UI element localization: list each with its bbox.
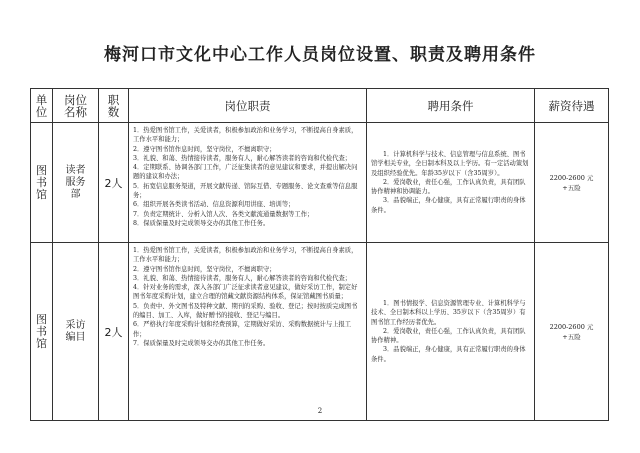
requirements-cell xyxy=(367,243,535,421)
duties-cell xyxy=(129,123,367,243)
requirement-item: 1．计算机科学与技术、信息管理与信息系统、图书馆学相关专业，全日制本科及以上学历。有一定活动策划及组织经验优先。年龄35岁以下（含35周岁）。 xyxy=(371,150,529,177)
duty-item: 6．严格执行年度采购计划和经费预算，定期做好采访、采购数据统计与上报工作； xyxy=(133,321,352,338)
count-cell: 2人 xyxy=(99,243,129,421)
duty-item: 4．针对业务的需求，深入各部门广泛征求读者意见建议，做好采访工作，制定好图书年度采购计划，建立合理的馆藏文献资源结构体系，保证馆藏图书质量； xyxy=(133,284,358,301)
duties-cell xyxy=(129,243,367,421)
duty-item: 1．热爱图书馆工作，关爱读者，积极参加政治和业务学习，不断提高自身素质，工作水平和能力； xyxy=(133,247,358,264)
duty-item: 7．负责定期统计、分析入馆人次、各类文献流通量数据等工作； xyxy=(133,210,314,218)
count-cell: 2人 xyxy=(99,123,129,243)
requirement-item: 2．爱岗敬业，责任心强，工作认真负责，具有团队协作精神和协调能力。 xyxy=(371,178,526,196)
post-cell: 采访编目 xyxy=(53,243,99,421)
table-header-row xyxy=(31,89,609,123)
salary-cell: 2200-2600 元 +五险 xyxy=(535,243,609,421)
duty-item: 2．遵守图书馆作息时间，坚守岗位，不擅离职守； xyxy=(133,145,276,153)
page-number: 2 xyxy=(317,407,323,415)
unit-cell: 图书馆 xyxy=(31,123,53,243)
duty-item: 2．遵守图书馆作息时间，坚守岗位，不擅离职守； xyxy=(133,265,276,273)
header-duties: 岗位职责 xyxy=(129,89,367,123)
table-row xyxy=(31,243,609,421)
requirement-item: 2．爱岗敬业，责任心强，工作认真负责，具有团队协作精神。 xyxy=(371,327,526,345)
unit-cell: 图书馆 xyxy=(31,243,53,421)
duty-item: 7．保质保量及时完成领导交办的其他工作任务。 xyxy=(133,339,270,347)
requirement-item: 3．品貌端正，身心健康，具有正常履行职责的身体条件。 xyxy=(371,197,526,214)
table-row xyxy=(31,123,609,243)
post-cell: 读者服务部 xyxy=(53,123,99,243)
positions-table xyxy=(30,88,609,421)
duty-item: 3．礼貌、和蔼、热情接待读者，服务有人，耐心解答读者的咨询和代检代查； xyxy=(133,154,352,162)
page-title: 梅河口市文化中心工作人员岗位设置、职责及聘用条件 xyxy=(104,45,536,65)
requirement-item: 3．品貌端正，身心健康，具有正常履行职责的身体条件。 xyxy=(371,346,526,363)
header-unit: 单位 xyxy=(31,89,53,123)
header-post-name: 岗位名称 xyxy=(53,89,99,123)
requirement-item: 1．图书情报学、信息资源管理专业、计算机科学与技术、全日制本科以上学历、35岁以下（含35周岁）有图书馆工作经历者优先。 xyxy=(371,299,526,326)
header-salary: 薪资待遇 xyxy=(535,89,609,123)
header-requirements: 聘用条件 xyxy=(367,89,535,123)
duty-item: 3．礼貌、和蔼、热情接待读者，服务有人，耐心解答读者的咨询和代检代查； xyxy=(133,274,352,282)
header-count: 职数 xyxy=(99,89,129,123)
duty-item: 8．保质保量及时完成领导交办的其他工作任务。 xyxy=(133,219,270,227)
duty-item: 4．定期联系、协调各部门工作，广泛征集读者的意见建议和要求，并提出解决问题的建议和办法； xyxy=(133,164,358,181)
duty-item: 5．负责中、外文图书及特种文献、期刊的采购、验收、登记；按时按质完成图书的编目、加工、入库，做好赠书的接收、登记与编目。 xyxy=(133,302,358,320)
duty-item: 1．热爱图书馆工作，关爱读者，积极参加政治和业务学习，不断提高自身素质，工作水平和能力； xyxy=(133,127,358,144)
salary-cell: 2200-2600 元 +五险 xyxy=(535,123,609,243)
requirements-cell xyxy=(367,123,535,243)
duty-item: 5．拓宽信息服务渠道，开展文献传递、馆际互借、专题服务、论文查重等信息服务； xyxy=(133,182,358,200)
duty-item: 6．组织开展各类读书活动、信息资源利用讲座、培训等； xyxy=(133,201,295,209)
